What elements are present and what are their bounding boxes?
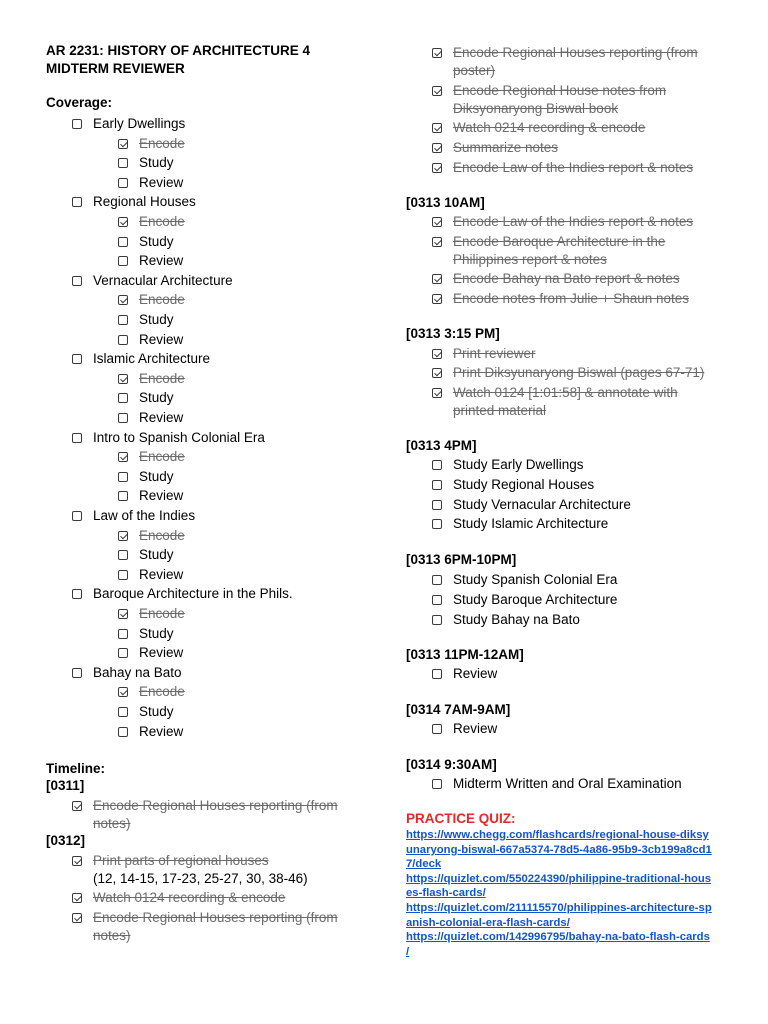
quiz-link[interactable]: / xyxy=(406,945,410,958)
checkbox[interactable] xyxy=(118,256,128,266)
checkbox[interactable] xyxy=(118,237,128,247)
checkbox[interactable] xyxy=(432,349,442,359)
practice-quiz-heading: PRACTICE QUIZ: xyxy=(406,811,516,826)
checkbox[interactable] xyxy=(432,368,442,378)
checkbox[interactable] xyxy=(432,460,442,470)
checkbox[interactable] xyxy=(118,178,128,188)
checkbox[interactable] xyxy=(432,237,442,247)
task-label-continued: poster) xyxy=(453,63,496,78)
task-label: Study xyxy=(139,704,174,719)
task-label: Encode xyxy=(139,135,185,151)
task-label: Study xyxy=(139,468,174,484)
checkbox[interactable] xyxy=(118,550,128,560)
task-label: Study Early Dwellings xyxy=(453,457,584,472)
checkbox[interactable] xyxy=(72,276,82,286)
checkbox[interactable] xyxy=(118,295,128,305)
coverage-heading: Coverage: xyxy=(46,95,113,110)
task-label: Encode Bahay na Bato report & notes xyxy=(453,271,680,286)
quiz-link[interactable]: https://quizlet.com/142996795/bahay-na-bato-flash-cards xyxy=(406,931,710,944)
task-label: Study Spanish Colonial Era xyxy=(453,572,618,587)
task-label: Study xyxy=(139,312,174,327)
checkbox[interactable] xyxy=(432,500,442,510)
checkbox[interactable] xyxy=(432,724,442,734)
checkbox[interactable] xyxy=(432,143,442,153)
task-label: Watch 0124 [1:01:58] & annotate with xyxy=(453,385,678,400)
quiz-link[interactable]: https://www.chegg.com/flashcards/regional-house-diksy xyxy=(406,829,709,841)
task-label: Encode notes from Julie + Shaun notes xyxy=(453,291,690,306)
slot-heading-0313-10am: [0313 10AM] xyxy=(406,195,485,210)
quiz-link[interactable]: anish-colonial-era-flash-cards/ xyxy=(406,916,570,929)
checkbox[interactable] xyxy=(118,648,128,658)
task-label: Encode xyxy=(139,292,185,308)
task-label: Encode xyxy=(139,449,185,465)
task-label: Study xyxy=(139,233,174,249)
task-label: Review xyxy=(139,331,184,347)
task-label: Vernacular Architecture xyxy=(93,272,233,288)
task-label: Study Vernacular Architecture xyxy=(453,496,631,512)
checkbox[interactable] xyxy=(118,335,128,345)
task-label: Early Dwellings xyxy=(93,116,186,131)
checkbox[interactable] xyxy=(118,570,128,580)
task-label: Study Regional Houses xyxy=(453,476,595,492)
task-label: Midterm Written and Oral Examination xyxy=(453,776,682,791)
task-label: Islamic Architecture xyxy=(93,351,211,367)
document-subtitle: MIDTERM REVIEWER xyxy=(46,61,185,76)
task-label: Review xyxy=(453,721,498,736)
task-label: Review xyxy=(139,566,184,582)
checkbox[interactable] xyxy=(118,413,128,423)
slot-heading-0314-930am: [0314 9:30AM] xyxy=(406,757,497,772)
task-label: Review xyxy=(139,174,184,190)
checkbox[interactable] xyxy=(118,687,128,697)
task-label: Summarize notes xyxy=(453,140,559,155)
task-label: Encode xyxy=(139,684,185,700)
task-label: Print reviewer xyxy=(453,346,536,361)
checkbox[interactable] xyxy=(72,893,82,903)
checkbox[interactable] xyxy=(118,315,128,325)
task-label: Study Islamic Architecture xyxy=(453,516,609,532)
checkbox[interactable] xyxy=(432,575,442,585)
task-label: Encode Law of the Indies report & notes xyxy=(453,214,694,229)
checkbox[interactable] xyxy=(118,139,128,149)
checkbox[interactable] xyxy=(432,294,442,304)
checkbox[interactable] xyxy=(118,217,128,227)
task-label: Review xyxy=(139,410,184,425)
task-label: Review xyxy=(139,488,184,504)
checkbox[interactable] xyxy=(432,217,442,227)
checkbox[interactable] xyxy=(432,615,442,625)
checkbox[interactable] xyxy=(72,589,82,599)
task-label: Review xyxy=(139,253,184,269)
task-label: Encode Regional Houses reporting (from xyxy=(93,798,338,813)
task-label: Print Diksyunaryong Biswal (pages 67-71) xyxy=(453,365,705,380)
checkbox[interactable] xyxy=(432,163,442,173)
slot-heading-0313-315pm: [0313 3:15 PM] xyxy=(406,326,500,341)
day-heading-0312: [0312] xyxy=(46,833,86,848)
checkbox[interactable] xyxy=(432,519,442,529)
checkbox[interactable] xyxy=(432,48,442,58)
task-label: Baroque Architecture in the Phils. xyxy=(93,586,293,602)
task-label: Study xyxy=(139,625,174,641)
task-label: Study Baroque Architecture xyxy=(453,591,618,607)
day-heading-0311: [0311] xyxy=(46,778,85,793)
checkbox[interactable] xyxy=(72,668,82,678)
checkbox[interactable] xyxy=(432,388,442,398)
task-label: Law of the Indies xyxy=(93,508,196,523)
checkbox[interactable] xyxy=(432,480,442,490)
slot-heading-0313-4pm: [0313 4PM] xyxy=(406,438,477,453)
checkbox[interactable] xyxy=(72,913,82,923)
checkbox[interactable] xyxy=(118,531,128,541)
checkbox[interactable] xyxy=(118,393,128,403)
task-label: Encode xyxy=(139,606,185,621)
task-label: Encode xyxy=(139,370,185,386)
quiz-link[interactable]: https://quizlet.com/550224390/philippine-traditional-hous xyxy=(406,872,712,885)
task-label: Study Bahay na Bato xyxy=(453,611,580,627)
checkbox[interactable] xyxy=(118,472,128,482)
quiz-link[interactable]: unaryong-biswal-667a5374-78d5-4a86-95b9-3cb199a8cd1 xyxy=(406,843,712,856)
checkbox[interactable] xyxy=(432,779,442,789)
checkbox[interactable] xyxy=(72,511,82,521)
task-label-continued: Philippines report & notes xyxy=(453,252,607,267)
slot-heading-0313-6pm: [0313 6PM-10PM] xyxy=(406,552,517,567)
checkbox[interactable] xyxy=(72,119,82,129)
checkbox[interactable] xyxy=(118,158,128,168)
task-label: Study xyxy=(139,390,174,406)
task-label: Encode xyxy=(139,527,185,543)
task-label: Encode Regional Houses reporting (from xyxy=(453,45,698,60)
timeline-heading: Timeline: xyxy=(46,761,106,776)
task-label: Watch 0124 recording & encode xyxy=(93,890,286,905)
checkbox[interactable] xyxy=(72,197,82,207)
checkbox[interactable] xyxy=(432,669,442,679)
checkbox[interactable] xyxy=(118,629,128,639)
checkbox[interactable] xyxy=(432,86,442,96)
task-label: Encode Regional Houses reporting (from xyxy=(93,910,338,925)
document-title: AR 2231: HISTORY OF ARCHITECTURE 4 xyxy=(46,43,311,58)
quiz-link[interactable]: https://quizlet.com/211115570/philippines-architecture-sp xyxy=(406,902,712,914)
checkbox[interactable] xyxy=(118,727,128,737)
task-label: Intro to Spanish Colonial Era xyxy=(93,429,265,445)
checkbox[interactable] xyxy=(118,609,128,619)
checkbox[interactable] xyxy=(72,433,82,443)
task-label: Review xyxy=(139,723,184,739)
checkbox[interactable] xyxy=(72,354,82,364)
checkbox[interactable] xyxy=(118,707,128,717)
quiz-link[interactable]: es-flash-cards/ xyxy=(406,887,486,900)
checkbox[interactable] xyxy=(432,123,442,133)
task-label: Encode Regional House notes from xyxy=(453,83,667,98)
task-label: Regional Houses xyxy=(93,194,196,210)
task-label-continued: notes) xyxy=(93,816,131,831)
task-label: Encode xyxy=(139,214,185,229)
task-label: Print parts of regional houses xyxy=(93,853,269,868)
checkbox[interactable] xyxy=(432,595,442,605)
task-label: Study xyxy=(139,155,174,171)
task-label: Study xyxy=(139,547,174,563)
slot-heading-0313-11pm: [0313 11PM-12AM] xyxy=(406,647,524,662)
task-label: Review xyxy=(453,666,498,681)
checkbox[interactable] xyxy=(118,374,128,384)
task-label: Review xyxy=(139,645,184,661)
quiz-link[interactable]: 7/deck xyxy=(406,858,442,871)
task-label: Watch 0214 recording & encode xyxy=(453,120,646,135)
checkbox[interactable] xyxy=(118,491,128,501)
checkbox[interactable] xyxy=(118,452,128,462)
task-label: Encode Law of the Indies report & notes xyxy=(453,160,694,175)
task-label-continued: printed material xyxy=(453,403,547,418)
task-label-continued: (12, 14-15, 17-23, 25-27, 30, 38-46) xyxy=(93,871,308,886)
checkbox[interactable] xyxy=(432,274,442,284)
task-label: Encode Baroque Architecture in the xyxy=(453,234,666,249)
checkbox[interactable] xyxy=(72,801,82,811)
task-label: Bahay na Bato xyxy=(93,664,182,680)
slot-heading-0314-7am: [0314 7AM-9AM] xyxy=(406,702,511,717)
checkbox[interactable] xyxy=(72,856,82,866)
task-label-continued: notes) xyxy=(93,928,131,943)
task-label-continued: Diksyonaryong Biswal book xyxy=(453,101,619,116)
